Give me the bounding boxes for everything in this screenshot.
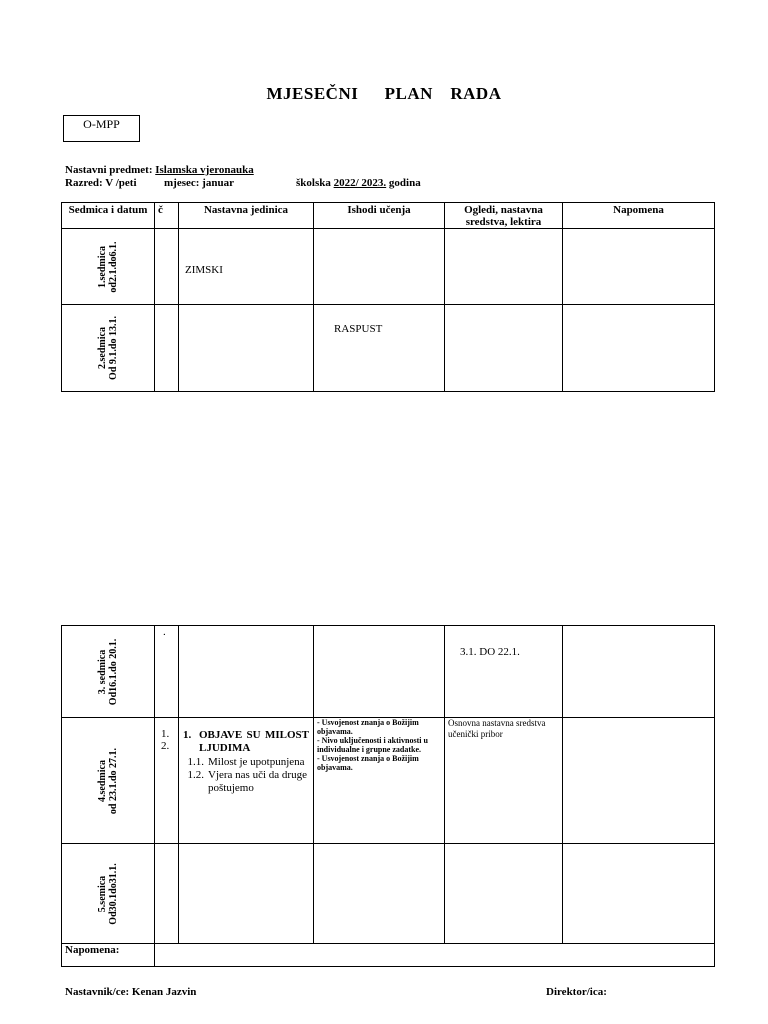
week-cell: [62, 305, 155, 392]
subtopic-text: Milost je upotpunjena: [208, 756, 305, 768]
plan-table-bottom: [61, 625, 715, 967]
week3-number: .: [163, 626, 166, 638]
teacher-label: Nastavnik/ce:: [65, 986, 130, 998]
header-outcomes: Ishodi učenja: [314, 203, 445, 229]
subject-value: Islamska vjeronauka: [155, 164, 254, 176]
week-label: 2.sedmica: [97, 327, 108, 369]
topic-number: 1.: [183, 729, 192, 741]
week-cell: [62, 229, 155, 305]
month-line: [164, 177, 234, 189]
outcome-item: - Nivo uključenosti i aktivnosti u individualne i grupne zadatke.: [317, 736, 428, 754]
school-year-line: [296, 177, 421, 189]
week-label: 4.sedmica: [97, 759, 108, 802]
holiday-dates: 3.1. DO 22.1.: [460, 646, 520, 658]
director-line: [546, 986, 607, 998]
page-title: MJESEČNI PLAN RADA: [266, 84, 502, 103]
subject-label: Nastavni predmet:: [65, 164, 153, 176]
table-row: [62, 718, 715, 844]
director-label: Direktor/ica:: [546, 986, 607, 998]
week-cell: [62, 718, 155, 844]
week-label: 3. sedmica: [97, 649, 108, 694]
topic-title: OBJAVE SU MILOST: [199, 729, 309, 741]
form-code: O-MPP: [83, 117, 120, 131]
month-label: mjesec: januar: [164, 177, 234, 189]
week-dates: od2.1.do6.1.: [108, 240, 119, 293]
school-year-suffix: godina: [388, 177, 421, 189]
week-cell: [62, 626, 155, 718]
lesson-number: 2.: [161, 740, 170, 752]
subtopic-number: 1.1.: [187, 756, 204, 768]
outcome-item: - Usvojenost znanja o Božijim objavama.: [317, 718, 419, 736]
week-label: 5.semica: [97, 875, 108, 912]
header-resources: Ogledi, nastavna sredstva, lektira: [445, 203, 563, 229]
lesson-number: 1.: [161, 728, 170, 740]
subject-line: [65, 164, 254, 176]
table-row: [62, 944, 715, 967]
table-row: [62, 229, 715, 305]
header-note: Napomena: [563, 203, 715, 229]
header-week: Sedmica i datum: [62, 203, 155, 229]
resources-text: Osnovna nastavna sredstva učenički pribor: [448, 718, 546, 739]
week-dates: od 23.1.do 27.1.: [108, 747, 119, 814]
table-row: [62, 626, 715, 718]
form-code-box: [63, 115, 140, 142]
school-year-value: 2022/ 2023.: [333, 177, 387, 189]
table-row: [62, 844, 715, 944]
subtopic-text: Vjera nas uči da druge poštujemo: [208, 769, 307, 794]
outcome-item: - Usvojenost znanja o Božijim objavama.: [317, 754, 419, 772]
teacher-name: Kenan Jazvin: [131, 986, 197, 998]
week-cell: [62, 844, 155, 944]
plan-table-top: [61, 202, 715, 392]
week-dates: Od 9.1.do 13.1.: [108, 316, 119, 380]
week-dates: Od16.1.do 20.1.: [108, 638, 119, 705]
grade-label: Razred: V /peti: [65, 177, 137, 189]
subtopic-number: 1.2.: [187, 769, 204, 781]
teacher-line: [65, 986, 196, 998]
school-year-prefix: školska: [296, 177, 331, 189]
holiday-word-1: ZIMSKI: [185, 264, 223, 276]
note-label: Napomena:: [65, 944, 120, 956]
holiday-word-2: RASPUST: [334, 323, 383, 335]
header-unit: Nastavna jedinica: [179, 203, 314, 229]
table-row: [62, 305, 715, 392]
week-label: 1.sedmica: [97, 245, 108, 288]
header-no: č: [155, 203, 179, 229]
grade-line: [65, 177, 137, 189]
week-dates: Od30.1do31.1.: [108, 862, 119, 925]
topic-title-cont: LJUDIMA: [199, 742, 251, 754]
